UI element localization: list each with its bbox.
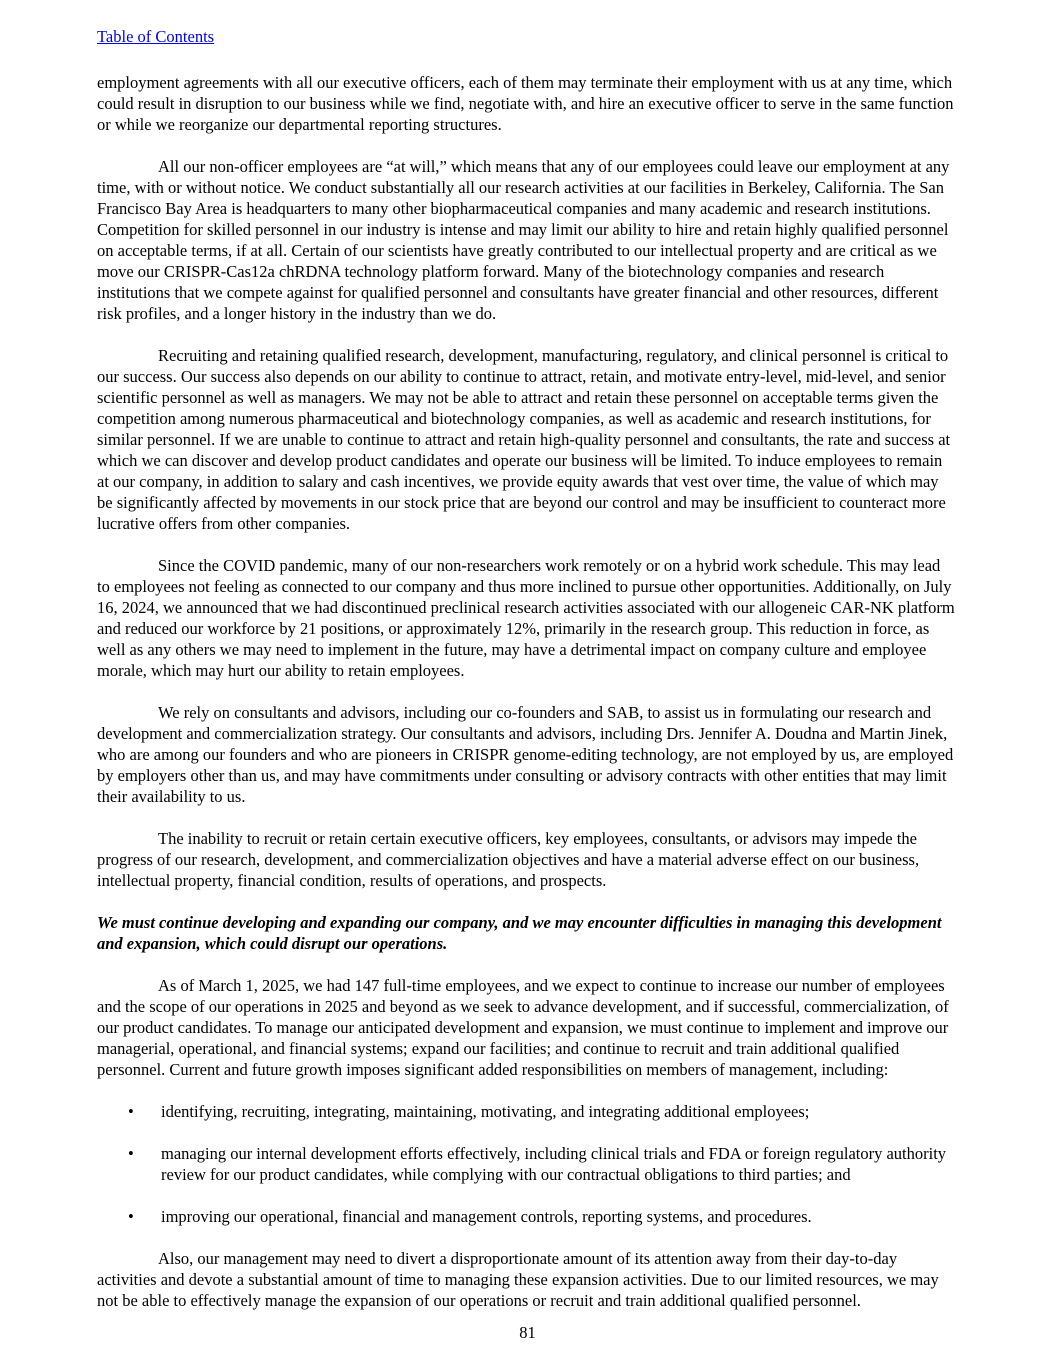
paragraph-consultants-advisors: We rely on consultants and advisors, including our co-founders and SAB, to assist us in formulating our research and development and commercialization strategy. Our consultants and advisors, including Drs. Jennifer A. Doudna and Martin Jinek, who are among our founders and who are pioneers in CRISPR genome-editing technology, are not employed by us, are employed by employers other than us, and may have commitments under consulting or advisory contracts with other entities that may limit their availability to us. <box>97 703 954 806</box>
bullet-item-identifying <box>97 1101 957 1122</box>
paragraph-inability-to-recruit: The inability to recruit or retain certain executive officers, key employees, consultants, or advisors may impede the progress of our research, development, and commercialization objectives and have a material adverse effect on our business, intellectual property, financial condition, results of operations, and prospects. <box>97 829 920 890</box>
table-of-contents-link[interactable]: Table of Contents <box>97 27 215 46</box>
paragraph-management-attention: Also, our management may need to divert a disproportionate amount of its attention away from their day-to-day activities and devote a substantial amount of time to managing these expansion activities. Due to our limited resources, we may not be able to effectively manage the expansion of our operations or recruit and train additional qualified personnel. <box>97 1249 939 1310</box>
paragraph-recruiting-retaining: Recruiting and retaining qualified research, development, manufacturing, regulatory, and clinical personnel is critical to our success. Our success also depends on our ability to continue to attract, retain, and motivate entry-level, mid-level, and senior scientific personnel as well as managers. We may not be able to attract and retain these personnel on acceptable terms given the competition among numerous pharmaceutical and biotechnology companies, as well as academic and research institutions, for similar personnel. If we are unable to continue to attract and retain high-quality personnel and consultants, the rate and success at which we can discover and develop product candidates and operate our business will be limited. To induce employees to remain at our company, in addition to salary and cash incentives, we provide equity awards that vest over time, the value of which may be significantly affected by movements in our stock price that are beyond our control and may be insufficient to counteract more lucrative offers from other companies. <box>97 346 951 533</box>
bullet-item-improving-controls <box>97 1206 957 1227</box>
risk-factor-heading: We must continue developing and expanding our company, and we may encounter difficulties in managing this development and expansion, which could disrupt our operations. <box>97 913 942 953</box>
bullet-item-managing-development <box>97 1143 957 1185</box>
bullet-text: identifying, recruiting, integrating, maintaining, motivating, and integrating additional employees; <box>161 1102 810 1121</box>
bullet-text: managing our internal development efforts effectively, including clinical trials and FDA or foreign regulatory authority review for our product candidates, while complying with our contractual obligations to third parties; and <box>161 1144 947 1184</box>
paragraph-growth-management: As of March 1, 2025, we had 147 full-time employees, and we expect to continue to increase our number of employees and the scope of our operations in 2025 and beyond as we seek to advance development, and if successful, commercialization, of our product candidates. To manage our anticipated development and expansion, we must continue to implement and improve our managerial, operational, and financial systems; expand our facilities; and continue to recruit and train additional qualified personnel. Current and future growth imposes significant added responsibilities on members of management, including: <box>97 976 949 1079</box>
bullet-marker: • <box>128 1144 134 1163</box>
bullet-marker: • <box>128 1207 134 1226</box>
page-number: 81 <box>519 1323 536 1342</box>
paragraph-continuation: employment agreements with all our executive officers, each of them may terminate their employment with us at any time, which could result in disruption to our business while we find, negotiate with, and hire an executive officer to serve in the same function or while we reorganize our departmental reporting structures. <box>97 73 954 134</box>
paragraph-at-will-employees: All our non-officer employees are “at will,” which means that any of our employees could leave our employment at any time, with or without notice. We conduct substantially all our research activities at our facilities in Berkeley, California. The San Francisco Bay Area is headquarters to many other biopharmaceutical companies and many academic and research institutions. Competition for skilled personnel in our industry is intense and may limit our ability to hire and retain highly qualified personnel on acceptable terms, if at all. Certain of our scientists have greatly contributed to our intellectual property and are critical as we move our CRISPR-Cas12a chRDNA technology platform forward. Many of the biotechnology companies and research institutions that we compete against for qualified personnel and consultants have greater financial and other resources, different risk profiles, and a longer history in the industry than we do. <box>97 157 950 323</box>
bullet-text: improving our operational, financial and management controls, reporting systems, and procedures. <box>161 1207 812 1226</box>
paragraph-covid-remote-work: Since the COVID pandemic, many of our non-researchers work remotely or on a hybrid work schedule. This may lead to employees not feeling as connected to our company and thus more inclined to pursue other opportunities. Additionally, on July 16, 2024, we announced that we had discontinued preclinical research activities associated with our allogeneic CAR-NK platform and reduced our workforce by 21 positions, or approximately 12%, primarily in the research group. This reduction in force, as well as any others we may need to implement in the future, may have a detrimental impact on company culture and employee morale, which may hurt our ability to retain employees. <box>97 556 955 680</box>
bullet-marker: • <box>128 1102 134 1121</box>
